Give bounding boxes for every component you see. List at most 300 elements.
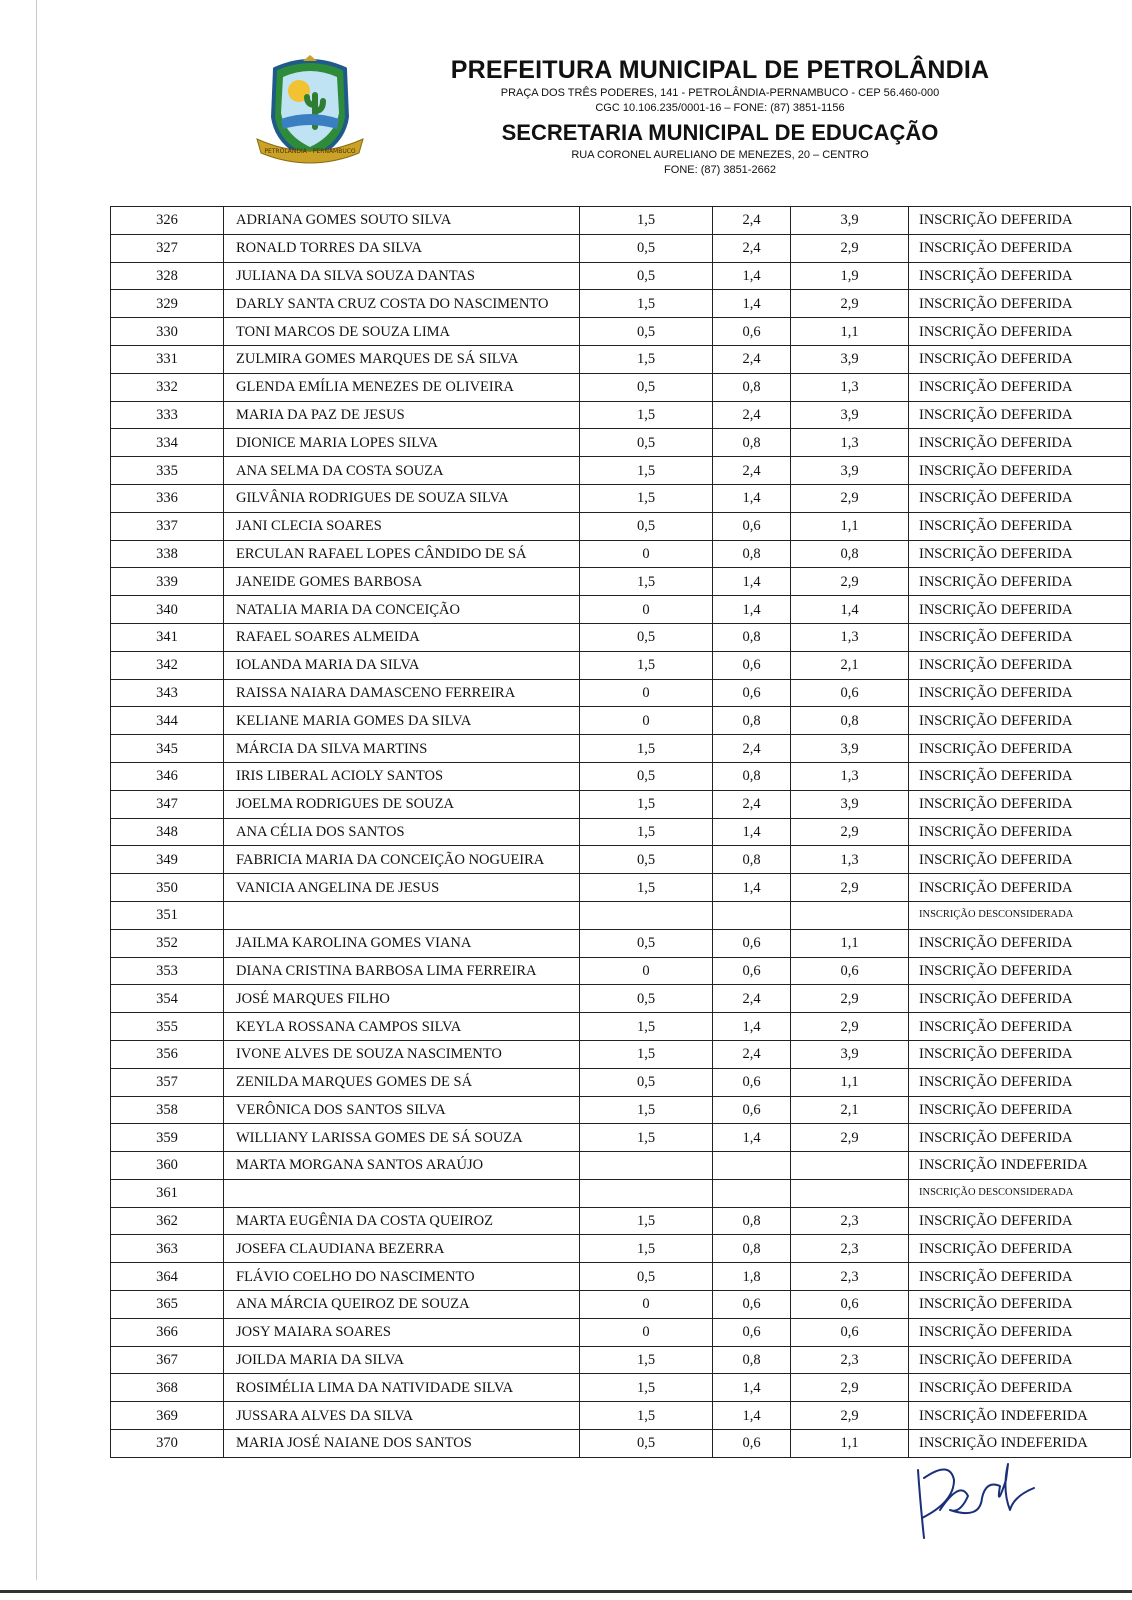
candidate-name: MARTA MORGANA SANTOS ARAÚJO [224, 1152, 580, 1180]
table-row [111, 484, 1131, 512]
score-2: 1,4 [713, 1374, 791, 1402]
score-total: 0,8 [791, 707, 909, 735]
score-1: 0 [580, 1318, 713, 1346]
table-row [111, 540, 1131, 568]
registration-status: INSCRIÇÃO DEFERIDA [909, 512, 1131, 540]
registration-status: INSCRIÇÃO DEFERIDA [909, 345, 1131, 373]
signature-image [910, 1440, 1040, 1550]
registration-status: INSCRIÇÃO DEFERIDA [909, 1096, 1131, 1124]
row-number: 332 [111, 373, 224, 401]
table-row [111, 234, 1131, 262]
candidate-name: ZULMIRA GOMES MARQUES DE SÁ SILVA [224, 345, 580, 373]
candidate-name [224, 1179, 580, 1207]
table-row [111, 429, 1131, 457]
table-row [111, 1346, 1131, 1374]
score-2: 1,4 [713, 262, 791, 290]
candidate-name: JANI CLECIA SOARES [224, 512, 580, 540]
registration-status: INSCRIÇÃO DEFERIDA [909, 790, 1131, 818]
candidate-name: VERÔNICA DOS SANTOS SILVA [224, 1096, 580, 1124]
score-1: 0 [580, 596, 713, 624]
registration-status: INSCRIÇÃO DEFERIDA [909, 373, 1131, 401]
score-2: 0,8 [713, 540, 791, 568]
candidate-name: ADRIANA GOMES SOUTO SILVA [224, 207, 580, 235]
score-1: 0,5 [580, 373, 713, 401]
score-total: 3,9 [791, 401, 909, 429]
table-row [111, 207, 1131, 235]
score-1: 1,5 [580, 1346, 713, 1374]
score-1: 0 [580, 679, 713, 707]
score-total: 2,9 [791, 818, 909, 846]
registration-status: INSCRIÇÃO DEFERIDA [909, 929, 1131, 957]
registration-status: INSCRIÇÃO DEFERIDA [909, 818, 1131, 846]
registration-status: INSCRIÇÃO DEFERIDA [909, 540, 1131, 568]
score-1: 1,5 [580, 1374, 713, 1402]
candidate-name: GLENDA EMÍLIA MENEZES DE OLIVEIRA [224, 373, 580, 401]
score-2 [713, 901, 791, 929]
score-1: 1,5 [580, 1402, 713, 1430]
row-number: 336 [111, 484, 224, 512]
score-2: 1,4 [713, 290, 791, 318]
score-1: 1,5 [580, 1207, 713, 1235]
score-total: 3,9 [791, 735, 909, 763]
secretariat-title: SECRETARIA MUNICIPAL DE EDUCAÇÃO [501, 120, 939, 145]
registration-status: INSCRIÇÃO DEFERIDA [909, 623, 1131, 651]
row-number: 342 [111, 651, 224, 679]
row-number: 359 [111, 1124, 224, 1152]
score-2: 2,4 [713, 985, 791, 1013]
score-1: 1,5 [580, 457, 713, 485]
table-row [111, 985, 1131, 1013]
score-2: 0,6 [713, 318, 791, 346]
table-row [111, 846, 1131, 874]
registration-status: INSCRIÇÃO INDEFERIDA [909, 1430, 1131, 1458]
score-2: 2,4 [713, 234, 791, 262]
score-2: 0,6 [713, 651, 791, 679]
table-row [111, 874, 1131, 902]
registration-status: INSCRIÇÃO DEFERIDA [909, 874, 1131, 902]
score-1: 1,5 [580, 1013, 713, 1041]
registration-status: INSCRIÇÃO DEFERIDA [909, 429, 1131, 457]
row-number: 326 [111, 207, 224, 235]
score-total: 3,9 [791, 790, 909, 818]
row-number: 355 [111, 1013, 224, 1041]
table-row [111, 290, 1131, 318]
registration-status: INSCRIÇÃO DEFERIDA [909, 735, 1131, 763]
candidate-name: KEYLA ROSSANA CAMPOS SILVA [224, 1013, 580, 1041]
score-total: 1,1 [791, 512, 909, 540]
score-2: 2,4 [713, 457, 791, 485]
score-1: 0,5 [580, 846, 713, 874]
row-number: 370 [111, 1430, 224, 1458]
score-total: 0,6 [791, 1291, 909, 1319]
table-row [111, 373, 1131, 401]
score-total: 3,9 [791, 207, 909, 235]
score-total: 0,6 [791, 1318, 909, 1346]
row-number: 328 [111, 262, 224, 290]
registrations-table [110, 206, 1131, 1458]
registration-status: INSCRIÇÃO DEFERIDA [909, 1374, 1131, 1402]
registration-status: INSCRIÇÃO DEFERIDA [909, 1013, 1131, 1041]
table-row [111, 1207, 1131, 1235]
candidate-name: ANA MÁRCIA QUEIROZ DE SOUZA [224, 1291, 580, 1319]
score-total: 2,9 [791, 874, 909, 902]
score-1: 0,5 [580, 1430, 713, 1458]
registration-status: INSCRIÇÃO DEFERIDA [909, 262, 1131, 290]
score-1: 1,5 [580, 290, 713, 318]
score-total: 1,3 [791, 623, 909, 651]
row-number: 346 [111, 762, 224, 790]
score-total: 3,9 [791, 1040, 909, 1068]
score-total: 0,6 [791, 957, 909, 985]
secretariat-address: RUA CORONEL AURELIANO DE MENEZES, 20 – CENTRO [571, 149, 869, 161]
candidate-name: JOELMA RODRIGUES DE SOUZA [224, 790, 580, 818]
table-row [111, 1235, 1131, 1263]
candidate-name: MÁRCIA DA SILVA MARTINS [224, 735, 580, 763]
table-row [111, 623, 1131, 651]
score-total: 1,1 [791, 1068, 909, 1096]
score-1: 1,5 [580, 874, 713, 902]
registration-status: INSCRIÇÃO DEFERIDA [909, 1068, 1131, 1096]
registration-status: INSCRIÇÃO DEFERIDA [909, 651, 1131, 679]
registration-status: INSCRIÇÃO DEFERIDA [909, 1040, 1131, 1068]
score-1: 1,5 [580, 484, 713, 512]
candidate-name: JOSY MAIARA SOARES [224, 1318, 580, 1346]
score-total: 0,6 [791, 679, 909, 707]
table-row [111, 651, 1131, 679]
registration-status: INSCRIÇÃO DESCONSIDERADA [909, 901, 1131, 929]
candidate-name: JULIANA DA SILVA SOUZA DANTAS [224, 262, 580, 290]
row-number: 337 [111, 512, 224, 540]
score-2: 0,6 [713, 1318, 791, 1346]
score-1: 1,5 [580, 790, 713, 818]
row-number: 348 [111, 818, 224, 846]
score-total: 2,1 [791, 1096, 909, 1124]
candidate-name: WILLIANY LARISSA GOMES DE SÁ SOUZA [224, 1124, 580, 1152]
candidate-name: DARLY SANTA CRUZ COSTA DO NASCIMENTO [224, 290, 580, 318]
row-number: 356 [111, 1040, 224, 1068]
row-number: 357 [111, 1068, 224, 1096]
scan-left-edge [36, 0, 37, 1580]
table-row [111, 1179, 1131, 1207]
candidate-name: ROSIMÉLIA LIMA DA NATIVIDADE SILVA [224, 1374, 580, 1402]
table-row [111, 401, 1131, 429]
score-total: 2,9 [791, 234, 909, 262]
score-1: 1,5 [580, 401, 713, 429]
registration-status: INSCRIÇÃO DEFERIDA [909, 207, 1131, 235]
score-2 [713, 1152, 791, 1180]
table-row [111, 1263, 1131, 1291]
row-number: 330 [111, 318, 224, 346]
prefecture-address: PRAÇA DOS TRÊS PODERES, 141 - PETROLÂNDIA-PERNAMBUCO - CEP 56.460-000 [500, 87, 940, 99]
score-1: 0,5 [580, 762, 713, 790]
score-total: 2,1 [791, 651, 909, 679]
candidate-name: MARIA JOSÉ NAIANE DOS SANTOS [224, 1430, 580, 1458]
candidate-name: JOILDA MARIA DA SILVA [224, 1346, 580, 1374]
score-1: 1,5 [580, 1096, 713, 1124]
candidate-name: JUSSARA ALVES DA SILVA [224, 1402, 580, 1430]
candidate-name: NATALIA MARIA DA CONCEIÇÃO [224, 596, 580, 624]
score-total [791, 1179, 909, 1207]
registration-status: INSCRIÇÃO DEFERIDA [909, 762, 1131, 790]
score-total: 1,4 [791, 596, 909, 624]
table-row [111, 1291, 1131, 1319]
score-total: 1,3 [791, 846, 909, 874]
candidate-name: IOLANDA MARIA DA SILVA [224, 651, 580, 679]
score-1: 0,5 [580, 1068, 713, 1096]
table-row [111, 262, 1131, 290]
score-2: 0,8 [713, 846, 791, 874]
score-total: 3,9 [791, 457, 909, 485]
table-row [111, 512, 1131, 540]
registration-status: INSCRIÇÃO DEFERIDA [909, 1235, 1131, 1263]
score-total: 2,9 [791, 1013, 909, 1041]
score-2: 2,4 [713, 401, 791, 429]
table-row [111, 818, 1131, 846]
table-row [111, 1402, 1131, 1430]
score-2: 1,4 [713, 1013, 791, 1041]
score-2: 0,6 [713, 1096, 791, 1124]
table-row [111, 318, 1131, 346]
candidate-name: JOSEFA CLAUDIANA BEZERRA [224, 1235, 580, 1263]
row-number: 364 [111, 1263, 224, 1291]
score-total: 1,1 [791, 1430, 909, 1458]
score-2: 0,8 [713, 1207, 791, 1235]
row-number: 339 [111, 568, 224, 596]
table-row [111, 345, 1131, 373]
row-number: 369 [111, 1402, 224, 1430]
candidate-name: ANA SELMA DA COSTA SOUZA [224, 457, 580, 485]
score-total: 2,3 [791, 1346, 909, 1374]
score-total [791, 901, 909, 929]
score-2: 0,6 [713, 679, 791, 707]
score-2: 0,8 [713, 429, 791, 457]
row-number: 327 [111, 234, 224, 262]
score-2: 1,4 [713, 1124, 791, 1152]
letterhead [0, 0, 1132, 195]
prefecture-contact: CGC 10.106.235/0001-16 – FONE: (87) 3851-1156 [595, 102, 845, 114]
row-number: 347 [111, 790, 224, 818]
candidate-name: JANEIDE GOMES BARBOSA [224, 568, 580, 596]
score-1: 0,5 [580, 1263, 713, 1291]
score-total: 1,3 [791, 429, 909, 457]
score-1: 0,5 [580, 429, 713, 457]
registrations-table-body [111, 207, 1131, 1458]
score-1: 0 [580, 957, 713, 985]
score-2: 1,4 [713, 818, 791, 846]
score-1: 0,5 [580, 262, 713, 290]
registration-status: INSCRIÇÃO INDEFERIDA [909, 1402, 1131, 1430]
score-total: 2,9 [791, 1374, 909, 1402]
registration-status: INSCRIÇÃO DEFERIDA [909, 846, 1131, 874]
registration-status: INSCRIÇÃO DEFERIDA [909, 457, 1131, 485]
row-number: 353 [111, 957, 224, 985]
score-total: 2,9 [791, 290, 909, 318]
score-2: 0,8 [713, 373, 791, 401]
score-2: 0,8 [713, 1346, 791, 1374]
candidate-name: KELIANE MARIA GOMES DA SILVA [224, 707, 580, 735]
score-2: 0,6 [713, 929, 791, 957]
score-1: 0 [580, 540, 713, 568]
row-number: 361 [111, 1179, 224, 1207]
score-2: 1,4 [713, 874, 791, 902]
candidate-name: ZENILDA MARQUES GOMES DE SÁ [224, 1068, 580, 1096]
score-total: 1,1 [791, 318, 909, 346]
table-row [111, 957, 1131, 985]
candidate-name: MARTA EUGÊNIA DA COSTA QUEIROZ [224, 1207, 580, 1235]
registration-status: INSCRIÇÃO DEFERIDA [909, 1207, 1131, 1235]
row-number: 333 [111, 401, 224, 429]
score-total: 1,3 [791, 762, 909, 790]
score-total: 2,9 [791, 1124, 909, 1152]
score-total: 1,9 [791, 262, 909, 290]
score-2: 0,6 [713, 957, 791, 985]
score-1: 1,5 [580, 1235, 713, 1263]
registration-status: INSCRIÇÃO DEFERIDA [909, 234, 1131, 262]
score-1 [580, 901, 713, 929]
row-number: 363 [111, 1235, 224, 1263]
row-number: 352 [111, 929, 224, 957]
candidate-name: FLÁVIO COELHO DO NASCIMENTO [224, 1263, 580, 1291]
registration-status: INSCRIÇÃO DEFERIDA [909, 401, 1131, 429]
score-1 [580, 1179, 713, 1207]
score-1: 1,5 [580, 1040, 713, 1068]
score-1: 1,5 [580, 1124, 713, 1152]
registration-status: INSCRIÇÃO DEFERIDA [909, 1263, 1131, 1291]
score-total: 2,9 [791, 1402, 909, 1430]
score-2: 1,8 [713, 1263, 791, 1291]
candidate-name: DIONICE MARIA LOPES SILVA [224, 429, 580, 457]
row-number: 365 [111, 1291, 224, 1319]
candidate-name: MARIA DA PAZ DE JESUS [224, 401, 580, 429]
table-row [111, 679, 1131, 707]
score-total: 1,1 [791, 929, 909, 957]
row-number: 366 [111, 1318, 224, 1346]
score-2: 2,4 [713, 345, 791, 373]
table-row [111, 1013, 1131, 1041]
registration-status: INSCRIÇÃO DEFERIDA [909, 1346, 1131, 1374]
table-row [111, 901, 1131, 929]
registration-status: INSCRIÇÃO DEFERIDA [909, 484, 1131, 512]
candidate-name: RAISSA NAIARA DAMASCENO FERREIRA [224, 679, 580, 707]
score-1: 0 [580, 707, 713, 735]
score-2: 0,8 [713, 707, 791, 735]
score-2: 2,4 [713, 207, 791, 235]
score-1: 1,5 [580, 735, 713, 763]
svg-text:PETROLÂNDIA - PERNAMBUCO: PETROLÂNDIA - PERNAMBUCO [264, 148, 356, 155]
row-number: 350 [111, 874, 224, 902]
table-row [111, 457, 1131, 485]
page-bottom-rule [0, 1590, 1132, 1593]
score-2 [713, 1179, 791, 1207]
score-1 [580, 1152, 713, 1180]
score-2: 0,6 [713, 1291, 791, 1319]
table-row [111, 1124, 1131, 1152]
score-2: 0,8 [713, 1235, 791, 1263]
score-2: 0,8 [713, 762, 791, 790]
candidate-name: IRIS LIBERAL ACIOLY SANTOS [224, 762, 580, 790]
table-row [111, 707, 1131, 735]
score-1: 1,5 [580, 207, 713, 235]
score-1: 0,5 [580, 234, 713, 262]
score-2: 0,6 [713, 1430, 791, 1458]
row-number: 367 [111, 1346, 224, 1374]
score-1: 0 [580, 1291, 713, 1319]
candidate-name [224, 901, 580, 929]
candidate-name: RONALD TORRES DA SILVA [224, 234, 580, 262]
candidate-name: VANICIA ANGELINA DE JESUS [224, 874, 580, 902]
score-total: 1,3 [791, 373, 909, 401]
candidate-name: ERCULAN RAFAEL LOPES CÂNDIDO DE SÁ [224, 540, 580, 568]
score-2: 0,6 [713, 512, 791, 540]
registration-status: INSCRIÇÃO DEFERIDA [909, 596, 1131, 624]
score-total: 3,9 [791, 345, 909, 373]
score-total: 2,3 [791, 1263, 909, 1291]
table-row [111, 1096, 1131, 1124]
score-2: 1,4 [713, 484, 791, 512]
table-row [111, 1040, 1131, 1068]
registration-status: INSCRIÇÃO DEFERIDA [909, 957, 1131, 985]
table-row [111, 1068, 1131, 1096]
candidate-name: IVONE ALVES DE SOUZA NASCIMENTO [224, 1040, 580, 1068]
score-2: 2,4 [713, 735, 791, 763]
registration-status: INSCRIÇÃO DEFERIDA [909, 318, 1131, 346]
registration-status: INSCRIÇÃO DEFERIDA [909, 1291, 1131, 1319]
row-number: 360 [111, 1152, 224, 1180]
score-total: 0,8 [791, 540, 909, 568]
row-number: 368 [111, 1374, 224, 1402]
table-row [111, 762, 1131, 790]
row-number: 338 [111, 540, 224, 568]
score-2: 0,6 [713, 1068, 791, 1096]
registration-status: INSCRIÇÃO DEFERIDA [909, 985, 1131, 1013]
row-number: 349 [111, 846, 224, 874]
candidate-name: ANA CÉLIA DOS SANTOS [224, 818, 580, 846]
row-number: 343 [111, 679, 224, 707]
registration-status: INSCRIÇÃO INDEFERIDA [909, 1152, 1131, 1180]
score-total: 2,9 [791, 484, 909, 512]
score-total: 2,9 [791, 985, 909, 1013]
score-1: 0,5 [580, 512, 713, 540]
row-number: 358 [111, 1096, 224, 1124]
row-number: 345 [111, 735, 224, 763]
table-row [111, 735, 1131, 763]
registration-status: INSCRIÇÃO DEFERIDA [909, 1124, 1131, 1152]
table-row [111, 1152, 1131, 1180]
row-number: 331 [111, 345, 224, 373]
table-row [111, 1318, 1131, 1346]
row-number: 354 [111, 985, 224, 1013]
score-2: 1,4 [713, 596, 791, 624]
candidate-name: RAFAEL SOARES ALMEIDA [224, 623, 580, 651]
score-1: 1,5 [580, 568, 713, 596]
candidate-name: TONI MARCOS DE SOUZA LIMA [224, 318, 580, 346]
score-2: 2,4 [713, 790, 791, 818]
prefecture-title: PREFEITURA MUNICIPAL DE PETROLÂNDIA [450, 56, 990, 84]
score-total [791, 1152, 909, 1180]
score-2: 0,8 [713, 623, 791, 651]
table-row [111, 596, 1131, 624]
row-number: 341 [111, 623, 224, 651]
score-1: 0,5 [580, 318, 713, 346]
score-1: 0,5 [580, 985, 713, 1013]
registration-status: INSCRIÇÃO DEFERIDA [909, 290, 1131, 318]
municipal-coat-of-arms-icon [255, 55, 365, 167]
registration-status: INSCRIÇÃO DESCONSIDERADA [909, 1179, 1131, 1207]
registration-status: INSCRIÇÃO DEFERIDA [909, 707, 1131, 735]
score-2: 1,4 [713, 1402, 791, 1430]
table-row [111, 568, 1131, 596]
score-2: 1,4 [713, 568, 791, 596]
